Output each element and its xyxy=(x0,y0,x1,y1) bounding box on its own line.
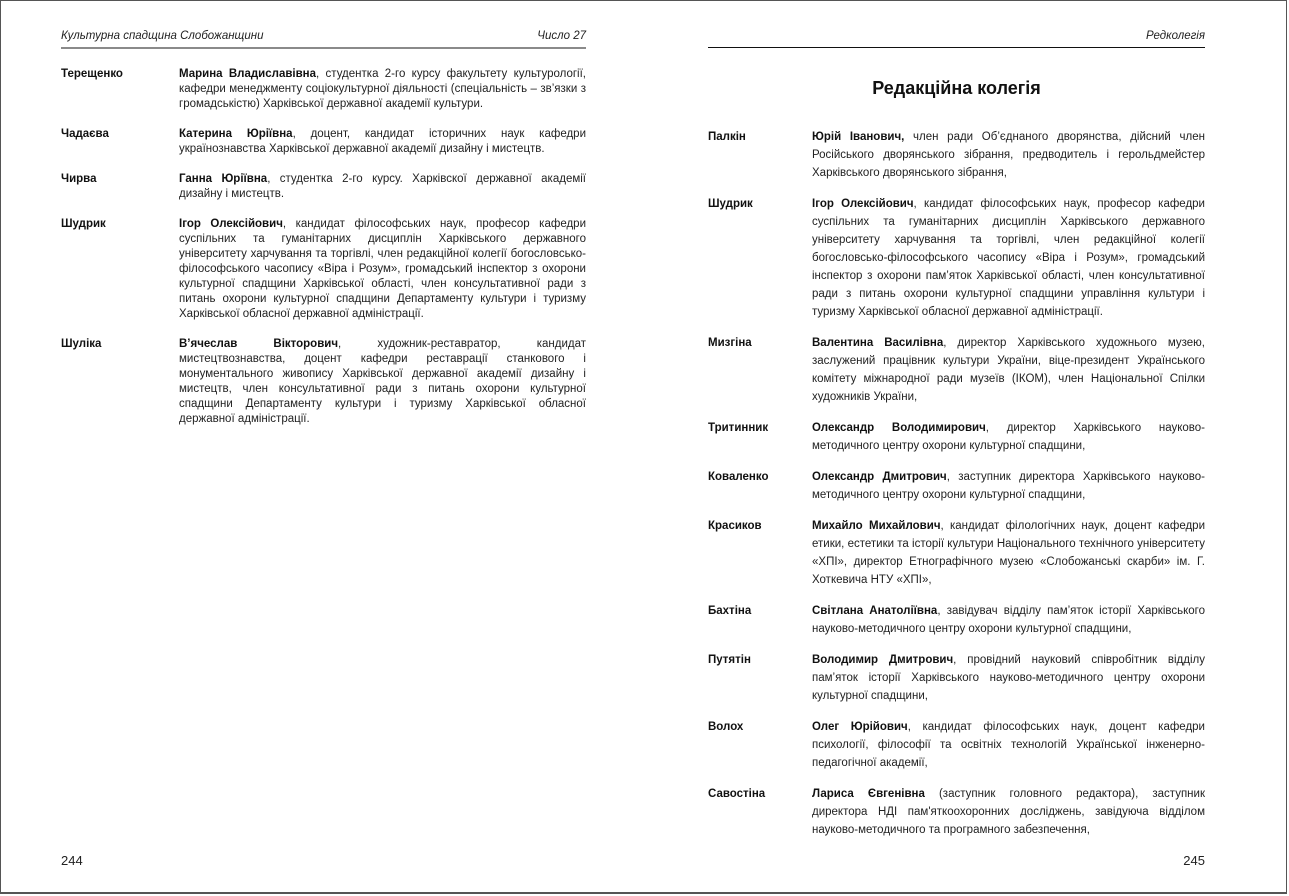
given-name: Михайло Михайлович xyxy=(812,520,941,532)
section-title: Редакційна колегія xyxy=(872,78,1041,98)
board-member-entry xyxy=(708,517,1205,589)
description-text: , кандидат філологічних наук, доцент кафедри етики, естетики та історії культури Національного технічного університету «ХПІ», директор Етнографічного музею «Слобожанські скарби» ім. Г. Хоткевича НТУ «ХПІ», xyxy=(812,520,1205,586)
surname: Чирва xyxy=(61,173,97,185)
description-text: , кандидат філософських наук, доцент кафедри психології, філософії та освітніх технологій Української інженерно-педагогічної академії, xyxy=(812,721,1205,769)
description xyxy=(812,334,1205,406)
description-text: , заступник директора Харківського науково-методичного центру охорони культурної спадщини, xyxy=(812,471,1205,501)
description-text: (заступник головного редактора), заступник директора НДІ пам'яткоохоронних досліджень, завідуюча відділом науково-методичного та програмного забезпечення, xyxy=(812,788,1205,836)
author-entry xyxy=(61,172,586,202)
journal-title: Культурна спадщина Слобожанщини xyxy=(61,30,264,42)
given-name: Катерина Юріївна xyxy=(179,128,293,140)
issue-number: Число 27 xyxy=(537,30,586,42)
author-entry xyxy=(61,217,586,322)
running-head xyxy=(61,30,586,47)
surname: Коваленко xyxy=(708,471,769,483)
description-text: , директор Харківського художнього музею, заслужений працівник культури України, віце-президент Українського комітету міжнародної ради музеїв (ІКОМ), член Національної Спілки художників України, xyxy=(812,337,1205,403)
surname: Красиков xyxy=(708,520,762,532)
given-name: Олександр Дмитрович xyxy=(812,471,947,483)
description xyxy=(812,468,1205,504)
page-number: 244 xyxy=(61,853,83,868)
description xyxy=(812,602,1205,638)
running-head xyxy=(708,30,1205,47)
board-member-entry xyxy=(708,651,1205,705)
description xyxy=(812,419,1205,455)
given-name: Валентина Василівна xyxy=(812,337,944,349)
description-text: , директор Харківського науково-методичного центру охорони культурної спадщини, xyxy=(812,422,1205,452)
description xyxy=(812,128,1205,182)
surname: Путятін xyxy=(708,654,751,666)
page-number: 245 xyxy=(1183,853,1205,868)
editorial-board-list xyxy=(708,128,1205,852)
board-member-entry xyxy=(708,128,1205,182)
header-rule xyxy=(708,47,1205,48)
given-name: Олександр Володимирович xyxy=(812,422,986,434)
section-label: Редколегія xyxy=(1146,30,1205,42)
given-name: Юрій Іванович, xyxy=(812,131,905,143)
left-page xyxy=(61,1,586,895)
given-name: Марина Владиславівна xyxy=(179,68,317,80)
given-name: Світлана Анатоліївна xyxy=(812,605,938,617)
surname: Шудрик xyxy=(708,198,753,210)
description-text: , завідувач відділу пам’яток історії Харківського науково-методичного центру охорони культурної спадщини, xyxy=(812,605,1206,635)
board-member-entry xyxy=(708,195,1205,321)
description-text: член ради Об’єднаного дворянства, дійсний член Російського дворянського зібрання, предводитель і герольдмейстер Харківського дворянського зібрання, xyxy=(812,131,1205,179)
description xyxy=(812,785,1205,839)
description xyxy=(812,195,1205,321)
board-member-entry xyxy=(708,718,1205,772)
description xyxy=(179,127,586,157)
description xyxy=(812,651,1205,705)
surname: Волох xyxy=(708,721,744,733)
description xyxy=(179,172,586,202)
surname: Тритинник xyxy=(708,422,769,434)
given-name: Олег Юрійович xyxy=(812,721,908,733)
surname: Палкін xyxy=(708,131,746,143)
board-member-entry xyxy=(708,419,1205,455)
description xyxy=(812,718,1205,772)
description-text: , студентка 2-го курсу. Харківскої державної академії дизайну і мистецтв. xyxy=(179,173,586,200)
surname: Терещенко xyxy=(61,68,123,80)
board-member-entry xyxy=(708,602,1205,638)
given-name: Лариса Євгенівна xyxy=(812,788,925,800)
given-name: В’ячеслав Вікторович xyxy=(179,338,339,350)
board-member-entry xyxy=(708,468,1205,504)
description-text: , художник-реставратор, кандидат мистецтвознавства, доцент кафедри реставрації станкового і монументального живопису Харківської державної академії дизайну і мистецтв, член консультативної ради з питань охорони культурної спадщини Департаменту культури і туризму Харківської обласної державної адміністрації. xyxy=(179,338,586,425)
board-member-entry xyxy=(708,334,1205,406)
description-text: , студентка 2-го курсу факультету культурології, кафедри менеджменту соціокультурної діяльності (спеціальність – зв’язки з громадськістю) Харківської державної академії культури. xyxy=(179,68,586,110)
description-text: , кандидат філософських наук, професор кафедри суспільних та гуманітарних дисциплін Харківського державного університету харчування та торгівлі, член редакційної колегії богословсько-філософського часопису «Віра і Розум», громадський інспектор з охорони культурної спадщини Харківської області, член консультативної ради з питань охорони культурної спадщини Департаменту культури і туризму Харківської обласної державної адміністрації. xyxy=(179,218,586,320)
description xyxy=(812,517,1205,589)
given-name: Ігор Олексійович xyxy=(179,218,283,230)
given-name: Ігор Олексійович xyxy=(812,198,914,210)
description xyxy=(179,67,586,112)
surname: Бахтіна xyxy=(708,605,752,617)
description-text: , доцент, кандидат історичних наук кафедри українознавства Харківської державної академії дизайну і мистецтв. xyxy=(179,128,586,155)
description-text: , провідний науковий співробітник відділу пам’яток історії Харківського науково-методичного центру охорони культурної спадщини, xyxy=(812,654,1205,702)
surname: Шудрик xyxy=(61,218,106,230)
surname: Мизгіна xyxy=(708,337,752,349)
board-member-entry xyxy=(708,785,1205,839)
author-entry xyxy=(61,67,586,112)
surname: Чадаєва xyxy=(61,128,109,140)
given-name: Володимир Дмитрович xyxy=(812,654,954,666)
description xyxy=(179,217,586,322)
description xyxy=(179,337,586,427)
right-page xyxy=(708,1,1205,895)
author-list xyxy=(61,67,586,442)
author-entry xyxy=(61,127,586,157)
description-text: , кандидат філософських наук, професор кафедри суспільних та гуманітарних дисциплін Харківського державного університету харчування та торгівлі, член редакційної колегії богословсько-філософського часопису «Віра і Розум», громадський інспектор з охорони пам’яток Харківської області, член консультативної ради з питань охорони культурної спадщини управління культури і туризму Харківської обласної державної адміністрації. xyxy=(812,198,1205,318)
surname: Савостіна xyxy=(708,788,766,800)
given-name: Ганна Юріївна xyxy=(179,173,268,185)
header-rule xyxy=(61,47,586,49)
author-entry xyxy=(61,337,586,427)
surname: Шуліка xyxy=(61,338,102,350)
